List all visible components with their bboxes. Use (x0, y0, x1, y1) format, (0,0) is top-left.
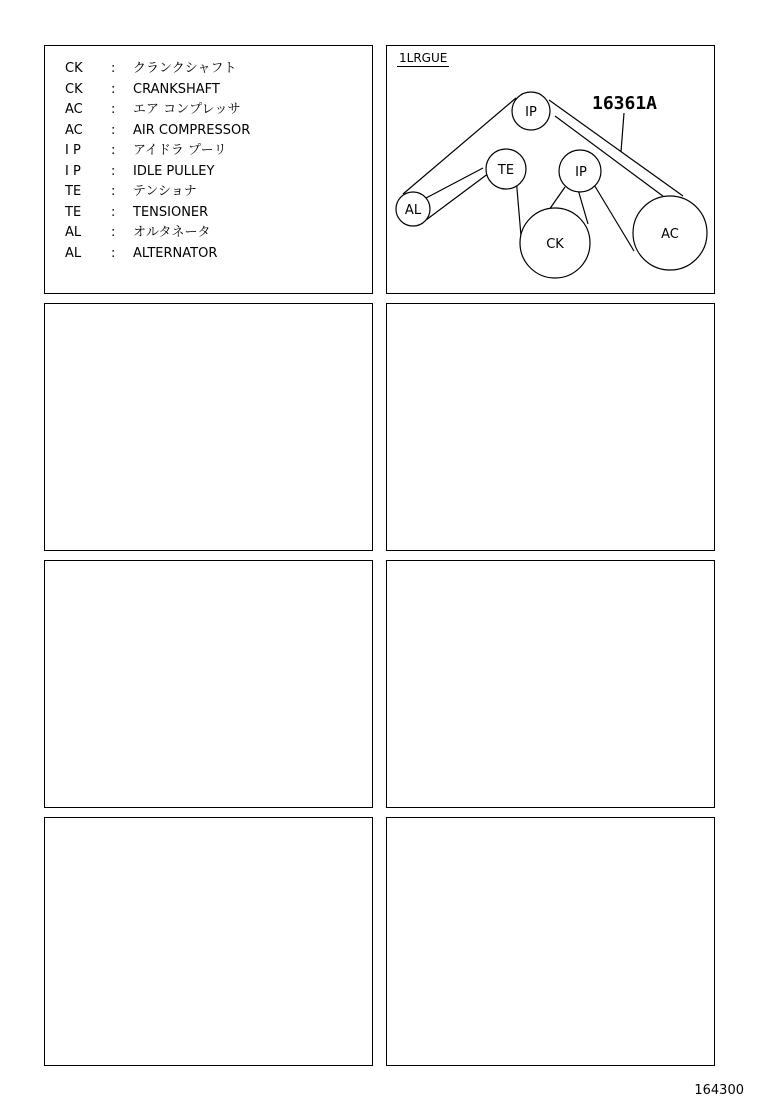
legend-abbr: CK (65, 61, 83, 76)
legend-abbr: CK (65, 81, 83, 97)
legend-description: エア コンプレッサ (133, 102, 241, 117)
legend-description: IDLE PULLEY (133, 163, 215, 179)
legend-description: クランクシャフト (133, 61, 237, 76)
empty-panel-left-2 (44, 303, 373, 551)
pulley-label-te: TE (497, 163, 515, 178)
legend-description: AIR COMPRESSOR (133, 122, 251, 138)
legend-separator: : (111, 184, 116, 199)
pulley-label-ac: AC (661, 227, 679, 242)
legend-description: オルタネータ (133, 225, 211, 240)
legend-description: アイドラ プーリ (133, 143, 227, 158)
legend-abbr: AL (65, 225, 82, 240)
pulley-label-ip-top: IP (525, 105, 537, 120)
part-number: 16361A (592, 93, 658, 114)
legend-abbr: I P (65, 143, 81, 158)
pulley-label-ip-right: IP (575, 165, 587, 180)
belt-routing-diagram (387, 46, 714, 293)
belt-segment (426, 173, 489, 220)
legend-abbr: AC (65, 102, 83, 117)
legend-abbr: TE (65, 184, 82, 199)
legend-separator: : (111, 122, 116, 138)
legend-separator: : (111, 163, 116, 179)
empty-panel-right-3 (386, 560, 715, 808)
legend-separator: : (111, 204, 116, 220)
belt-diagram-panel (386, 45, 715, 294)
belt-segment (590, 178, 634, 251)
legend-separator: : (111, 143, 116, 158)
image-id-label: 164300 (694, 1083, 744, 1098)
legend-separator: : (111, 245, 116, 261)
pulley-label-ck: CK (546, 237, 564, 252)
legend-description: CRANKSHAFT (133, 81, 220, 97)
empty-panel-left-3 (44, 560, 373, 808)
empty-panel-left-4 (44, 817, 373, 1066)
legend-abbr: TE (65, 204, 82, 220)
empty-panel-right-2 (386, 303, 715, 551)
legend-panel (44, 45, 373, 294)
legend-description: ALTERNATOR (133, 245, 218, 261)
legend-description: テンショナ (133, 184, 197, 199)
empty-panel-right-4 (386, 817, 715, 1066)
pulley-label-al: AL (404, 203, 422, 218)
model-code: 1LRGUE (399, 51, 448, 65)
legend-separator: : (111, 225, 116, 240)
legend-separator: : (111, 102, 116, 117)
legend-abbr: AC (65, 122, 83, 138)
legend-separator: : (111, 81, 116, 97)
part-number-leader-line (621, 113, 624, 152)
legend-abbr: AL (65, 245, 82, 261)
legend-description: TENSIONER (133, 204, 209, 220)
legend-abbr: I P (65, 163, 81, 179)
legend-separator: : (111, 61, 116, 76)
